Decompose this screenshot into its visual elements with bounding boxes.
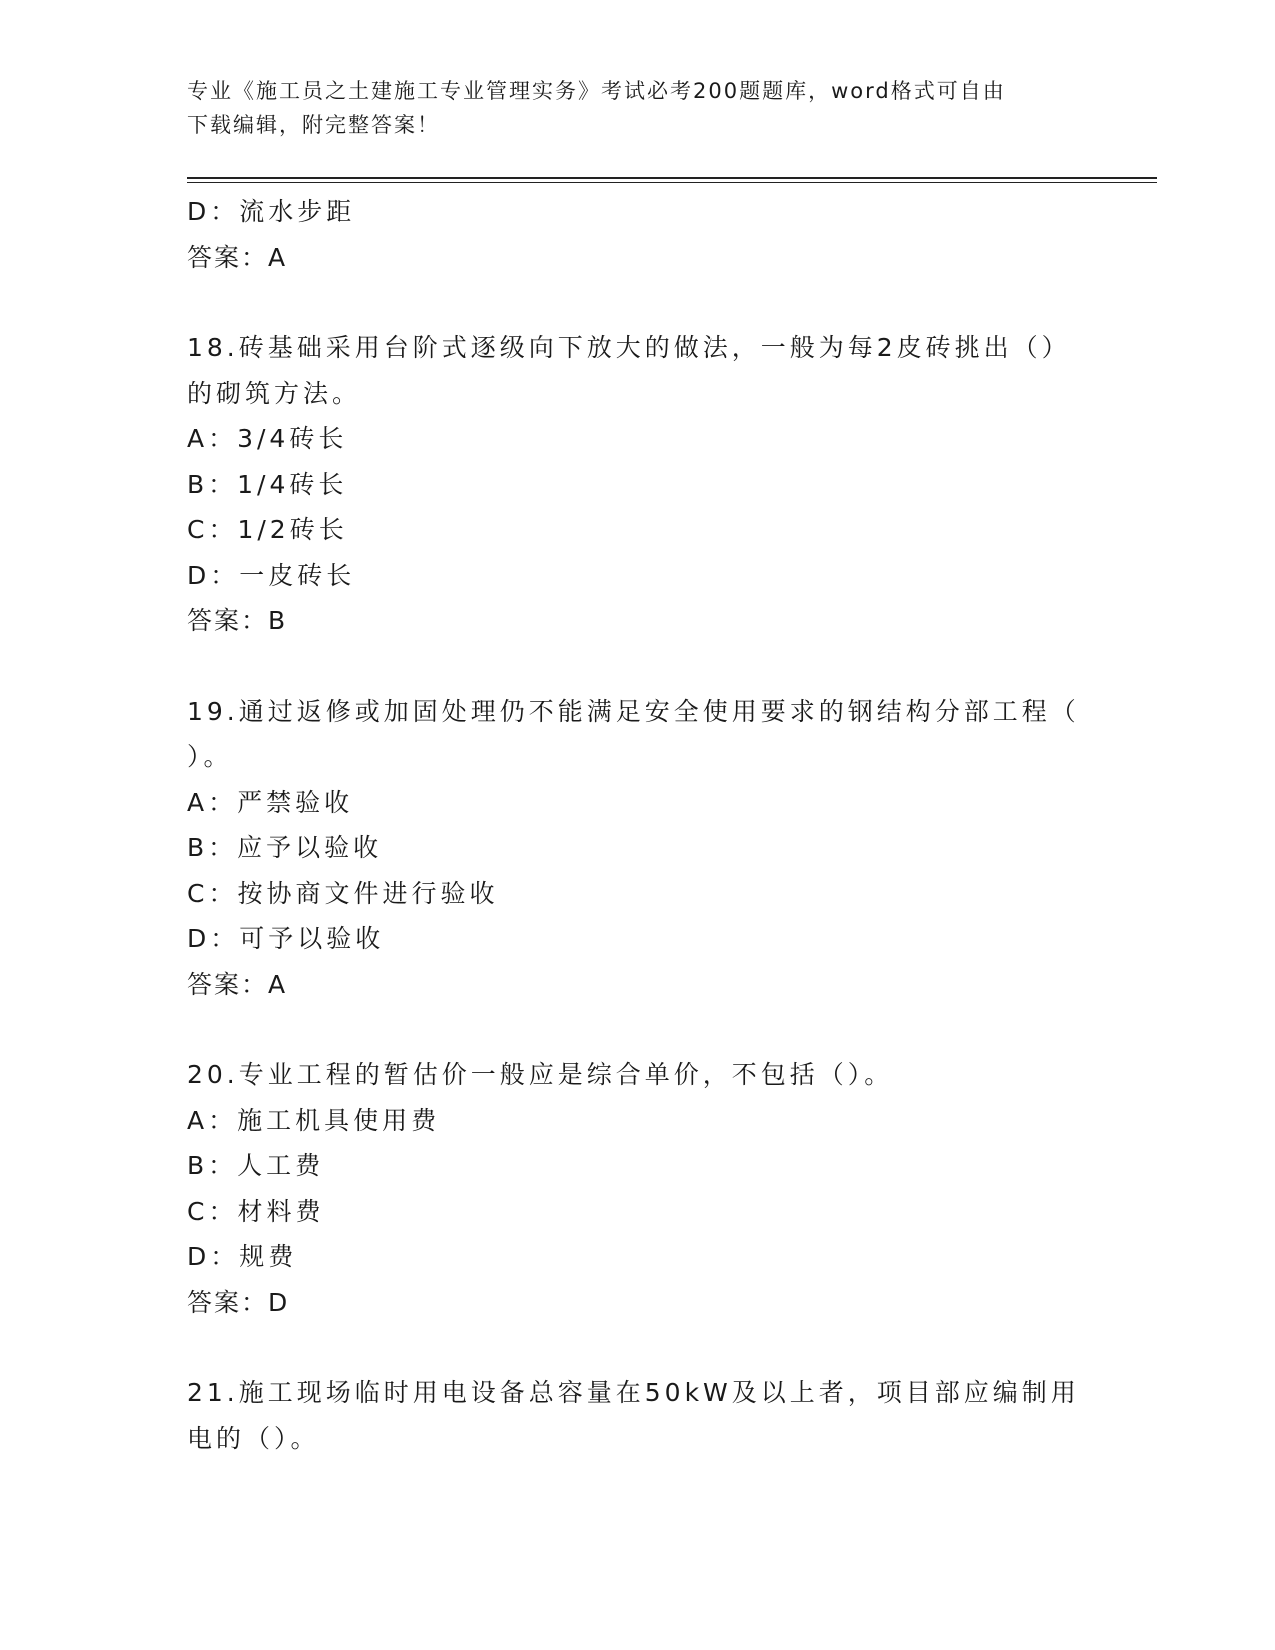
option-c: C：材料费 — [187, 1196, 325, 1226]
option-b: B：人工费 — [187, 1151, 325, 1180]
question-19 — [187, 689, 1087, 1008]
answer-line: 答案：D — [187, 1287, 290, 1317]
question-text-line: 19.通过返修或加固处理仍不能满足安全使用要求的钢结构分部工程（ — [187, 696, 1080, 726]
answer-line: 答案：B — [187, 606, 288, 635]
answer-line: 答案：A — [187, 242, 288, 272]
spacer — [187, 1325, 1087, 1370]
option-d: D：流水步距 — [187, 197, 356, 226]
question-content — [187, 189, 1087, 1461]
spacer — [187, 280, 1087, 325]
option-d: D：可予以验收 — [187, 924, 385, 953]
document-header — [187, 74, 1077, 142]
previous-question-tail — [187, 189, 1087, 280]
question-text-line: ）。 — [187, 742, 233, 771]
header-divider-thick — [187, 177, 1157, 179]
answer-line: 答案：A — [187, 969, 288, 999]
question-text-line: 20.专业工程的暂估价一般应是综合单价，不包括（）。 — [187, 1060, 894, 1089]
option-d: D：规费 — [187, 1242, 298, 1271]
question-21 — [187, 1370, 1087, 1461]
option-d: D：一皮砖长 — [187, 560, 356, 590]
question-text-line: 的砌筑方法。 — [187, 378, 362, 408]
header-divider-thin — [187, 182, 1157, 183]
question-text-line: 18.砖基础采用台阶式逐级向下放大的做法，一般为每2皮砖挑出（） — [187, 333, 1071, 362]
question-18 — [187, 325, 1087, 644]
option-b: B：应予以验收 — [187, 833, 383, 862]
header-line-1: 专业《施工员之土建施工专业管理实务》考试必考200题题库，word格式可自由 — [187, 79, 1006, 103]
question-text-line: 21.施工现场临时用电设备总容量在50kW及以上者，项目部应编制用 — [187, 1378, 1080, 1407]
spacer — [187, 644, 1087, 689]
option-a: A：严禁验收 — [187, 787, 354, 817]
question-text-line: 电的（）。 — [187, 1423, 320, 1453]
spacer — [187, 1007, 1087, 1052]
option-c: C：按协商文件进行验收 — [187, 878, 499, 908]
option-b: B：1/4砖长 — [187, 469, 348, 499]
option-a: A：3/4砖长 — [187, 424, 348, 453]
option-a: A：施工机具使用费 — [187, 1105, 441, 1135]
header-line-2: 下载编辑，附完整答案！ — [187, 113, 440, 137]
option-c: C：1/2砖长 — [187, 515, 348, 544]
question-20 — [187, 1052, 1087, 1325]
